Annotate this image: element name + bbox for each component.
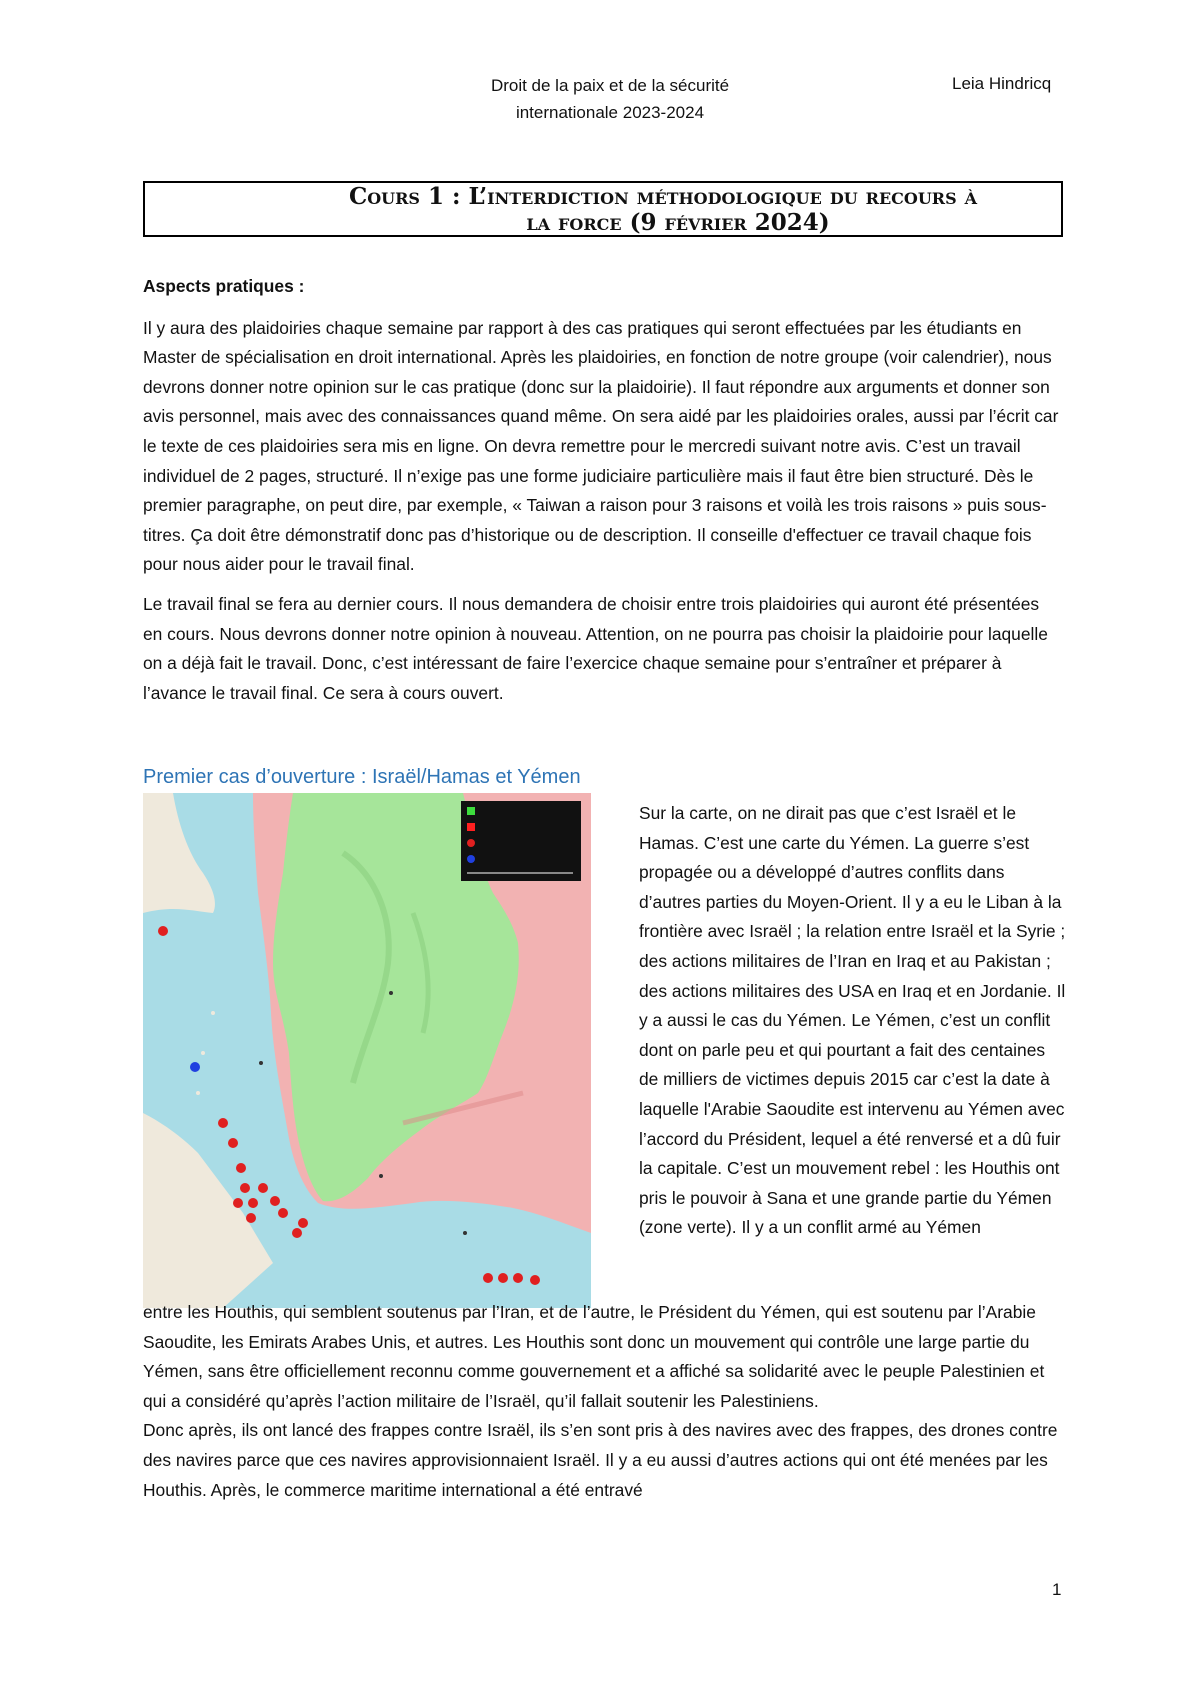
section-practical xyxy=(143,272,1063,708)
section-heading-practical: Aspects pratiques : xyxy=(143,276,305,296)
paragraph-practical-1: Il y aura des plaidoiries chaque semaine par rapport à des cas pratiques qui seront effectuées par les étudiants en Master de spécialisation en droit international. Après les plaidoiries, en fonction de notre groupe (voir calendrier), nous devrons donner notre opinion sur le cas pratique (donc sur la plaidoirie). Il faut répondre aux arguments et donner son avis personnel, mais avec des connaissances quand même. On sera aidé par les plaidoiries orales, aussi par l’écrit car le texte de ces plaidoiries sera mis en ligne. On devra remettre pour le mercredi suivant notre avis. C’est un travail individuel de 2 pages, structuré. Il n’exige pas une forme judiciaire particulière mais il faut être bien structuré. Dès le premier paragraphe, on peut dire, par exemple, « Taiwan a raison pour 3 raisons et voilà les trois raisons » puis sous-titres. Ça doit être démonstratif donc pas d’historique ou de description. Il conseille d'effectuer ce travail chaque fois pour nous aider pour le travail final. xyxy=(143,317,1059,575)
header-author: Leia Hindricq xyxy=(952,74,1052,93)
case-side-text: Sur la carte, on ne dirait pas que c’est Israël et le Hamas. C’est une carte du Yémen. La guerre s’est propagée ou a développé d’autres conflits dans d’autres parties du Moyen-Orient. Il y a eu le Liban à la frontière avec Israël ; la relation entre Israël et la Syrie ; des actions militaires de l’Iran en Iraq et au Pakistan ; des actions militaires des USA en Iraq et en Jordanie. Il y a aussi le cas du Yémen. Le Yémen, c’est un conflit dont on parle peu et qui pourtant a fait des centaines de milliers de victimes depuis 2015 car c’est la date à laquelle l'Arabie Saoudite est intervenu au Yémen avec l’accord du Président, lequel a été renversé et a dû fuir la capitale. C’est un mouvement rebel : les Houthis ont pris le pouvoir à Sana et une grande partie du Yémen (zone verte). Il y a un conflit armé au Yémen xyxy=(639,803,1066,1238)
paragraph-practical-2: Le travail final se fera au dernier cours. Il nous demandera de choisir entre trois plaidoiries qui auront été présentées en cours. Nous devrons donner notre opinion à nouveau. Attention, on ne pourra pas choisir la plaidoirie pour laquelle on a déjà fait le travail. Donc, c’est intéressant de faire l’exercice chaque semaine pour s’entraîner et préparer à l’avance le travail final. Ce sera à cours ouvert. xyxy=(143,593,1048,703)
header-course-title: Droit de la paix et de la sécurité internationale 2023-2024 xyxy=(490,76,730,122)
case-continued-text xyxy=(143,1298,1063,1505)
paragraph-case-1: entre les Houthis, qui semblent soutenus par l’Iran, et de l’autre, le Président du Yémen, qui est soutenu par l’Arabie Saoudite, les Emirats Arabes Unis, et autres. Les Houthis sont donc un mouvement qui contrôle une large partie du Yémen, sans être officiellement reconnu comme gouvernement et a affiché sa solidarité avec le peuple Palestinien et qui a considéré qu’après l’action militaire de l’Israël, qu’il fallait soutenir les Palestiniens. xyxy=(143,1302,1045,1411)
paragraph-case-2: Donc après, ils ont lancé des frappes contre Israël, ils s’en sont pris à des navires avec des frappes, des drones contre des navires parce que ces navires approvisionnaient Israël. Il y a eu aussi d’autres actions qui ont été menées par les Houthis. Après, le commerce maritime international a été entravé xyxy=(143,1420,1058,1500)
lecture-title-line1: Cours 1 : L’interdiction méthodologique du recours à xyxy=(348,183,978,210)
lecture-title-box xyxy=(143,181,1063,237)
yemen-conflict-map xyxy=(143,793,591,1308)
page-number: 1 xyxy=(1052,1580,1062,1599)
section-heading-case: Premier cas d’ouverture : Israël/Hamas et Yémen xyxy=(143,766,581,788)
lecture-title-line2: la force (9 février 2024) xyxy=(526,209,830,236)
